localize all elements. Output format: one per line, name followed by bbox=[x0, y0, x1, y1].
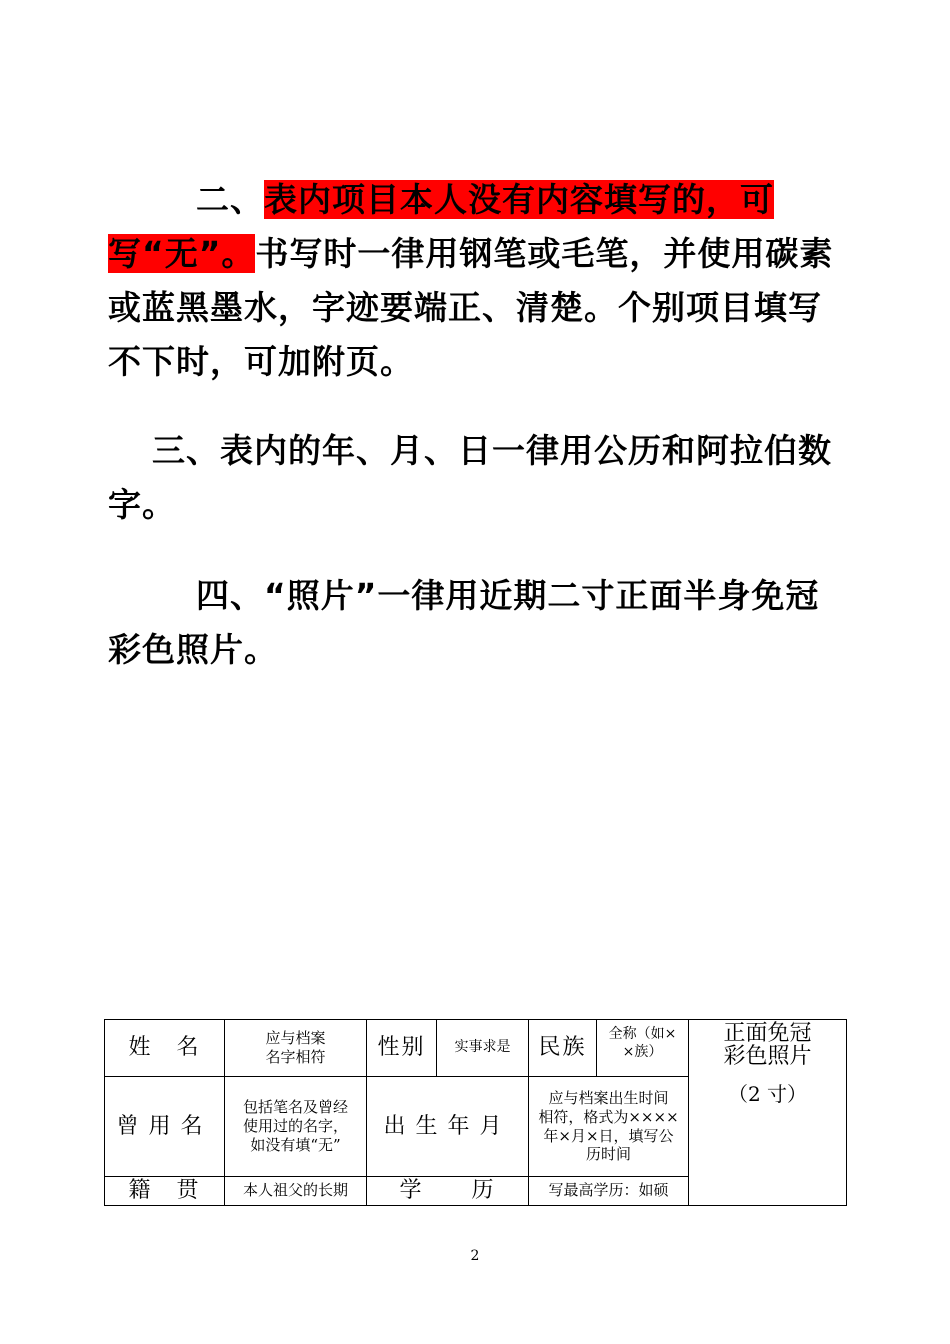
photo-label-line1: 正面免冠 bbox=[723, 1021, 812, 1046]
former-name-hint: 包括笔名及曾经 使用过的名字， 如没有填“无” bbox=[225, 1077, 367, 1177]
birth-date-hint: 应与档案出生时间 相符，格式为×××× 年×月×日，填写公 历时间 bbox=[529, 1077, 689, 1177]
gender-label: 性别 bbox=[367, 1020, 437, 1077]
photo-box bbox=[689, 1020, 847, 1206]
page-number: 2 bbox=[470, 1248, 480, 1264]
name-hint: 应与档案 名字相符 bbox=[225, 1020, 367, 1077]
native-place-hint: 本人祖父的长期 bbox=[225, 1177, 367, 1206]
paragraph-2-rest: 书写时一律用钢笔或毛笔，并使用碳素或蓝黑墨水，字迹要端正、清楚。个别项目填写不下时，可加附页。 bbox=[108, 234, 834, 381]
name-label: 姓 名 bbox=[105, 1020, 225, 1077]
native-place-label: 籍 贯 bbox=[105, 1177, 225, 1206]
former-name-label: 曾用名 bbox=[105, 1077, 225, 1177]
photo-size-label: （2 寸） bbox=[727, 1082, 808, 1107]
gender-hint: 实事求是 bbox=[437, 1020, 529, 1077]
ethnic-label: 民族 bbox=[529, 1020, 597, 1077]
paragraph-2-highlight: 表内项目本人没有内容填写的，可写“无”。 bbox=[108, 180, 774, 273]
birth-date-label: 出生年月 bbox=[367, 1077, 529, 1177]
education-label: 学 历 bbox=[367, 1177, 529, 1206]
personal-info-form bbox=[104, 1019, 847, 1206]
ethnic-hint: 全称（如× ×族） bbox=[597, 1020, 689, 1077]
photo-label-line2: 彩色照片 bbox=[723, 1044, 812, 1070]
instruction-paragraph-3: 三、表内的年、月、日一律用公历和阿拉伯数字。 bbox=[108, 431, 832, 524]
education-hint: 写最高学历：如硕 bbox=[529, 1177, 689, 1206]
instruction-paragraph-4: 四、“照片”一律用近期二寸正面半身免冠彩色照片。 bbox=[108, 576, 820, 669]
instruction-paragraph-2 bbox=[108, 173, 842, 389]
paragraph-2-prefix: 二、 bbox=[196, 180, 264, 219]
